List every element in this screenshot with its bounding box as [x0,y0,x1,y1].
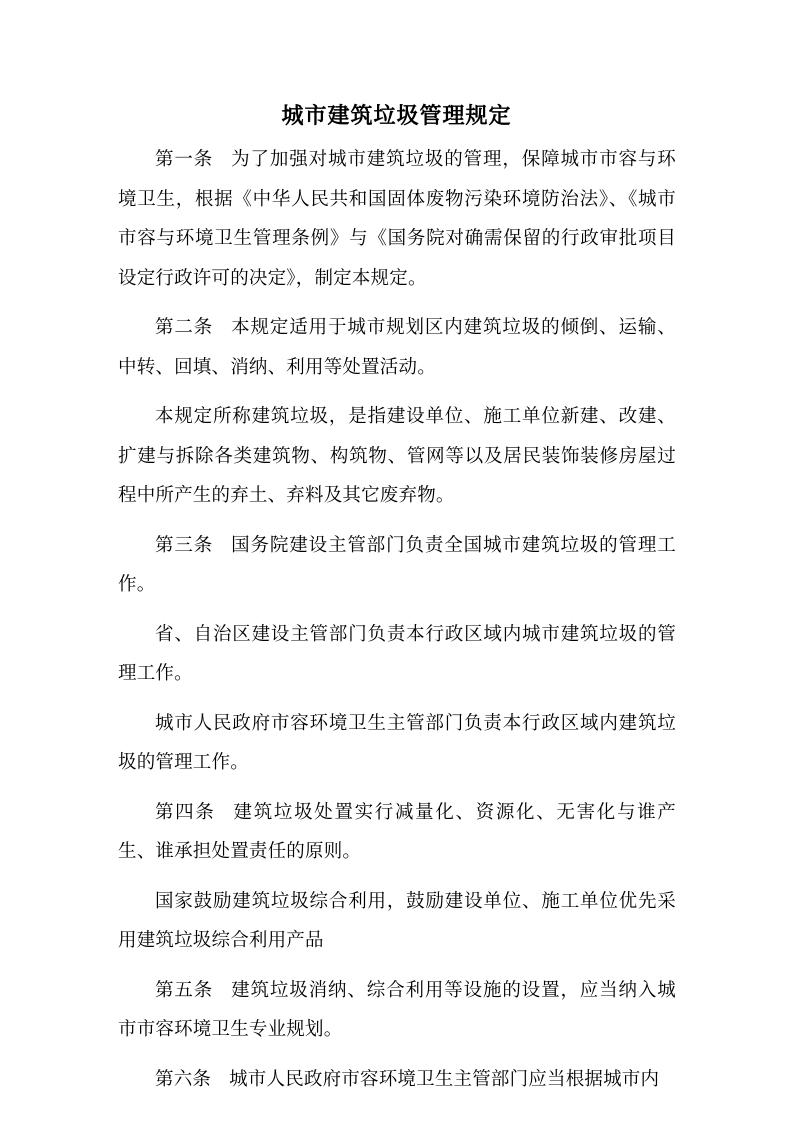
paragraph-text: 国务院建设主管部门负责全国城市建筑垃圾的管理工作。 [118,534,676,595]
paragraph-article-1 [118,140,676,298]
paragraph-text: 为了加强对城市建筑垃圾的管理，保障城市市容与环境卫生，根据《中华人民共和国固体废物污染环境防治法》、《城市市容与环境卫生管理条例》与《国务院对确需保留的行政审批项目设定行政许可的决定》，制定本规定。 [118,149,676,289]
paragraph-provincial-management [118,615,676,694]
article-number: 第六条 [155,1068,212,1090]
paragraph-article-2 [118,308,676,387]
article-number: 第四条 [155,801,216,823]
paragraph-comprehensive-utilization [118,882,676,961]
document-body [118,140,676,1109]
paragraph-text: 城市人民政府市容环境卫生主管部门负责本行政区域内建筑垃圾的管理工作。 [118,712,676,773]
paragraph-construction-waste-definition [118,397,676,516]
document-title: 城市建筑垃圾管理规定 [281,103,512,129]
article-number: 第三条 [155,534,214,556]
paragraph-text: 省、自治区建设主管部门负责本行政区域内城市建筑垃圾的管理工作。 [118,623,676,684]
paragraph-article-4 [118,793,676,872]
paragraph-text: 本规定所称建筑垃圾，是指建设单位、施工单位新建、改建、扩建与拆除各类建筑物、构筑物、管网等以及居民装饰装修房屋过程中所产生的弃土、弃料及其它废弃物。 [118,406,676,506]
paragraph-text: 建筑垃圾消纳、综合利用等设施的设置，应当纳入城市市容环境卫生专业规划。 [118,979,676,1040]
article-number: 第一条 [155,149,214,170]
paragraph-article-3 [118,526,676,605]
paragraph-city-management [118,704,676,783]
paragraph-text: 城市人民政府市容环境卫生主管部门应当根据城市内 [229,1068,660,1090]
paragraph-text: 建筑垃圾处置实行减量化、资源化、无害化与谁产生、谁承担处置责任的原则。 [118,801,676,862]
article-number: 第二条 [155,317,214,338]
paragraph-article-5 [118,971,676,1050]
paragraph-text: 本规定适用于城市规划区内建筑垃圾的倾倒、运输、中转、回填、消纳、利用等处置活动。 [118,317,676,378]
paragraph-text: 国家鼓励建筑垃圾综合利用，鼓励建设单位、施工单位优先采用建筑垃圾综合利用产品 [118,890,676,951]
paragraph-article-6 [118,1060,676,1100]
article-number: 第五条 [155,979,214,1001]
